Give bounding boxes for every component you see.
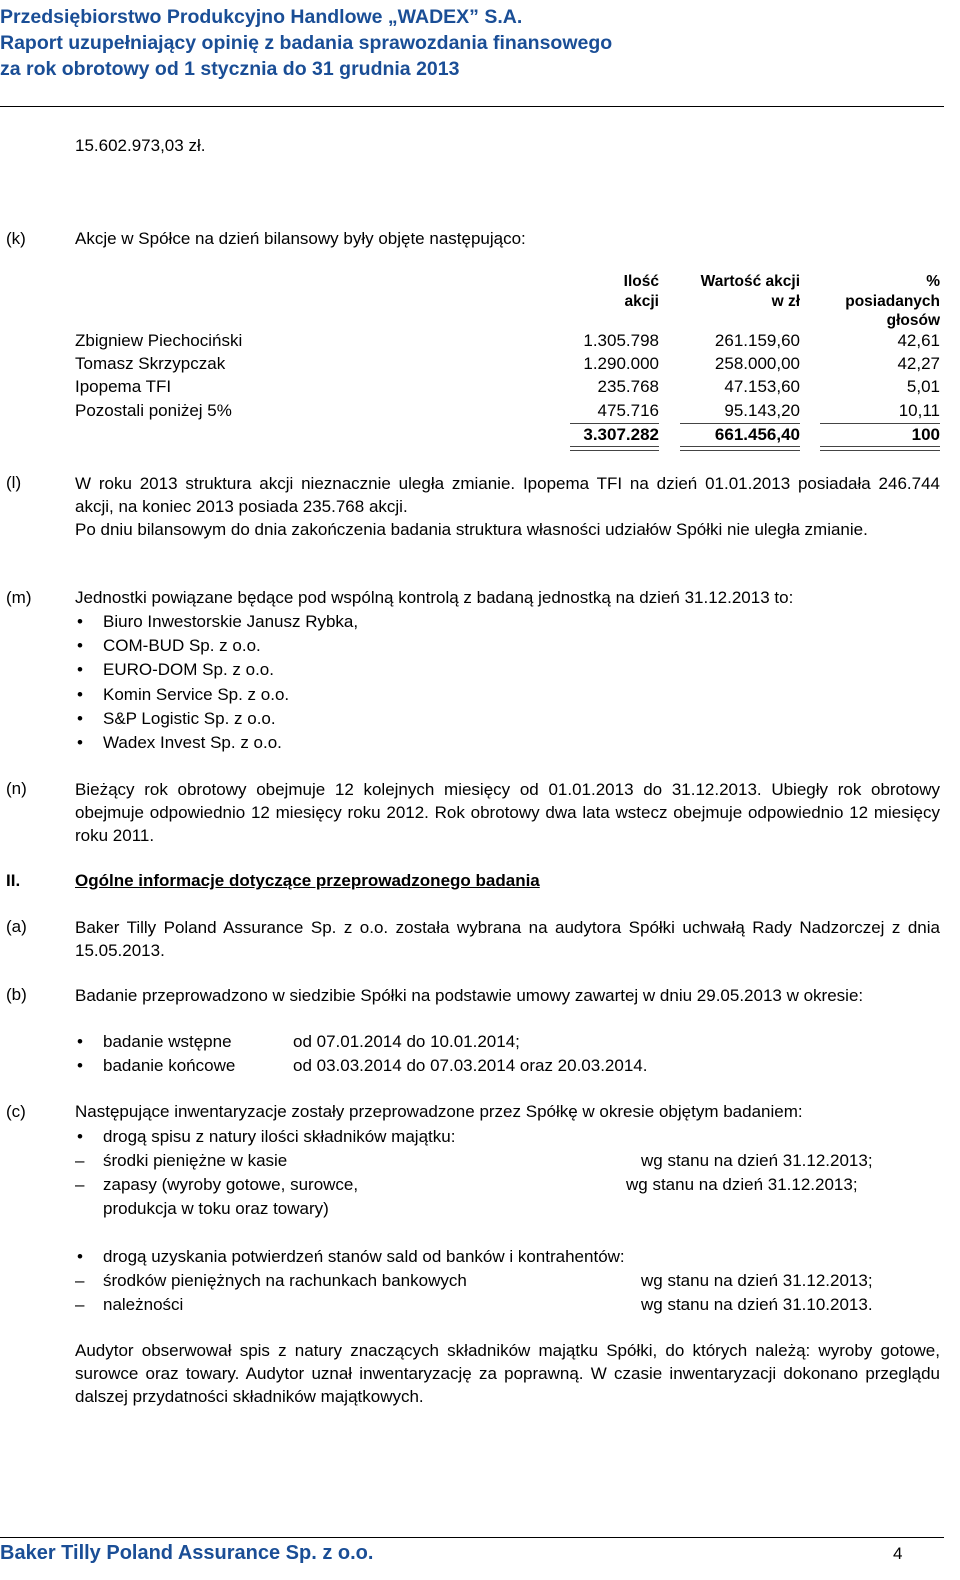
inventory-item: zapasy (wyroby gotowe, surowce, — [103, 1175, 359, 1194]
header-period: za rok obrotowy od 1 stycznia do 31 grudnia 2013 — [0, 58, 460, 80]
table-row — [75, 375, 940, 398]
inventory-method-2 — [75, 1245, 625, 1269]
carry-amount: 15.602.973,03 zł. — [75, 136, 206, 155]
total-double-rule-shares — [570, 446, 659, 451]
inventory-method-1 — [75, 1125, 455, 1149]
list-item: • Komin Service Sp. z o.o. — [75, 683, 358, 707]
list-item: • drogą spisu z natury ilości składników majątku: — [75, 1125, 455, 1149]
shareholder-name: Zbigniew Piechociński — [75, 331, 243, 351]
footer-company: Baker Tilly Poland Assurance Sp. z o.o. — [0, 1542, 374, 1564]
label-c: (c) — [6, 1102, 26, 1121]
shareholder-name: Ipopema TFI — [75, 377, 172, 397]
page-number: 4 — [893, 1544, 903, 1563]
shareholder-value: 95.143,20 — [724, 400, 800, 420]
list-item: • S&P Logistic Sp. z o.o. — [75, 707, 358, 731]
shareholder-shares: 1.290.000 — [583, 354, 659, 374]
inventory-date: wg stanu na dzień 31.12.2013; — [626, 1175, 858, 1194]
inventory-date: wg stanu na dzień 31.10.2013. — [641, 1295, 873, 1314]
total-double-rule-percent — [820, 446, 940, 451]
inventory-items-1 — [75, 1149, 873, 1197]
shareholder-percent: 42,61 — [897, 331, 940, 351]
section-number: II. — [6, 871, 21, 890]
label-n: (n) — [6, 779, 27, 798]
shareholder-value: 261.159,60 — [714, 331, 800, 351]
inventory-item: należności — [103, 1295, 184, 1314]
inventory-items-2 — [75, 1269, 873, 1317]
list-item — [75, 1293, 873, 1317]
label-b: (b) — [6, 985, 27, 1004]
list-item — [75, 1030, 520, 1054]
table-row — [75, 352, 940, 375]
col-header-shares — [560, 272, 659, 311]
total-double-rule-value — [680, 446, 800, 451]
audit-phase-period: od 03.03.2014 do 07.03.2014 oraz 20.03.2014. — [293, 1056, 648, 1076]
audit-phase-name: badanie końcowe — [103, 1056, 236, 1076]
shareholder-percent: 10,11 — [898, 400, 940, 420]
shareholder-shares: 475.716 — [597, 400, 659, 420]
list-item: • drogą uzyskania potwierdzeń stanów sald od banków i kontrahentów: — [75, 1245, 625, 1269]
label-m: (m) — [6, 588, 32, 607]
col-header-percent-l2: posiadanych — [845, 292, 940, 310]
c-closing-paragraph: Audytor obserwował spis z natury znaczących składników majątku Spółki, do których należą: wyroby gotowe, surowce oraz towary. Audytor uznał inwentaryzację za poprawną. W czasie inwentaryzacji dokonano przeglądu dalszej przydatności składników majątkowych. — [75, 1341, 940, 1406]
list-item — [75, 1173, 858, 1197]
footer-divider — [0, 1537, 944, 1538]
label-a: (a) — [6, 917, 27, 936]
col-header-value — [660, 272, 800, 311]
header-divider — [0, 106, 944, 107]
total-percent: 100 — [911, 425, 940, 444]
l-paragraph-2: Po dniu bilansowym do dnia zakończenia badania struktura własności udziałów Spółki nie uległa zmianie. — [75, 520, 868, 539]
shareholder-value: 47.153,60 — [724, 377, 800, 397]
list-item — [75, 1269, 873, 1293]
list-item — [75, 1054, 648, 1078]
label-k: (k) — [6, 229, 26, 248]
l-paragraph-1: W roku 2013 struktura akcji nieznacznie uległa zmianie. Ipopema TFI na dzień 01.01.2013 posiadała 246.744 akcji, na koniec 2013 posiada 235.768 akcji. — [75, 474, 940, 516]
shareholder-shares: 235.768 — [597, 377, 659, 397]
audit-phase-period: od 07.01.2014 do 10.01.2014; — [293, 1032, 520, 1051]
header-report-title: Raport uzupełniający opinię z badania sprawozdania finansowego — [0, 32, 613, 54]
inventory-item-continued: produkcja w toku oraz towary) — [103, 1199, 329, 1218]
label-l: (l) — [6, 473, 22, 492]
table-row — [75, 399, 940, 422]
inventory-item: środków pieniężnych na rachunkach bankowych — [103, 1271, 467, 1290]
inventory-item: środki pieniężne w kasie — [103, 1151, 288, 1170]
table-row — [75, 329, 940, 352]
col-header-value-l2: w zł — [771, 292, 800, 310]
header-company: Przedsiębiorstwo Produkcyjno Handlowe „WADEX” S.A. — [0, 6, 523, 28]
audit-phase-name: badanie wstępne — [103, 1032, 232, 1051]
shareholder-name: Pozostali poniżej 5% — [75, 400, 232, 420]
inventory-date: wg stanu na dzień 31.12.2013; — [641, 1151, 873, 1170]
shareholder-shares: 1.305.798 — [583, 331, 659, 351]
col-header-percent-l3: głosów — [886, 312, 940, 329]
shareholder-value: 258.000,00 — [714, 354, 800, 374]
k-intro: Akcje w Spółce na dzień bilansowy były objęte następująco: — [75, 229, 526, 248]
list-item: • Wadex Invest Sp. z o.o. — [75, 731, 358, 755]
list-item: • COM-BUD Sp. z o.o. — [75, 634, 358, 658]
report-header — [0, 4, 612, 82]
audit-phases-list — [75, 1030, 648, 1078]
total-value: 661.456,40 — [714, 425, 800, 444]
col-header-value-l1: Wartość akcji — [700, 273, 800, 290]
list-item: • Biuro Inwestorskie Janusz Rybka, — [75, 610, 358, 634]
m-intro: Jednostki powiązane będące pod wspólną kontrolą z badaną jednostką na dzień 31.12.2013 to: — [75, 588, 794, 607]
list-item: • EURO-DOM Sp. z o.o. — [75, 658, 358, 682]
shareholders-table — [75, 329, 940, 422]
col-header-percent — [800, 272, 940, 331]
section-title: Ogólne informacje dotyczące przeprowadzonego badania — [75, 871, 540, 890]
list-item — [75, 1149, 873, 1173]
b-paragraph: Badanie przeprowadzono w siedzibie Spółki na podstawie umowy zawartej w dniu 29.05.2013 w okresie: — [75, 986, 864, 1005]
shareholder-name: Tomasz Skrzypczak — [75, 354, 226, 374]
inventory-date: wg stanu na dzień 31.12.2013; — [641, 1271, 873, 1290]
col-header-shares-l1: Ilość — [623, 273, 659, 290]
c-intro: Następujące inwentaryzacje zostały przeprowadzone przez Spółkę w okresie objętym badaniem: — [75, 1102, 803, 1121]
a-paragraph: Baker Tilly Poland Assurance Sp. z o.o. została wybrana na audytora Spółki uchwałą Rady Nadzorczej z dnia 15.05.2013. — [75, 918, 940, 960]
n-paragraph: Bieżący rok obrotowy obejmuje 12 kolejnych miesięcy od 01.01.2013 do 31.12.2013. Ubiegły rok obrotowy obejmuje odpowiednio 12 miesięcy roku 2012. Rok obrotowy dwa lata wstecz obejmuje odpowiednio 12 miesięcy roku 2011. — [75, 780, 940, 845]
shareholder-percent: 5,01 — [906, 377, 940, 397]
col-header-shares-l2: akcji — [624, 292, 659, 310]
total-shares: 3.307.282 — [583, 425, 659, 444]
shareholder-percent: 42,27 — [897, 354, 940, 374]
col-header-percent-l1: % — [926, 273, 940, 290]
related-entities-list — [75, 610, 358, 755]
